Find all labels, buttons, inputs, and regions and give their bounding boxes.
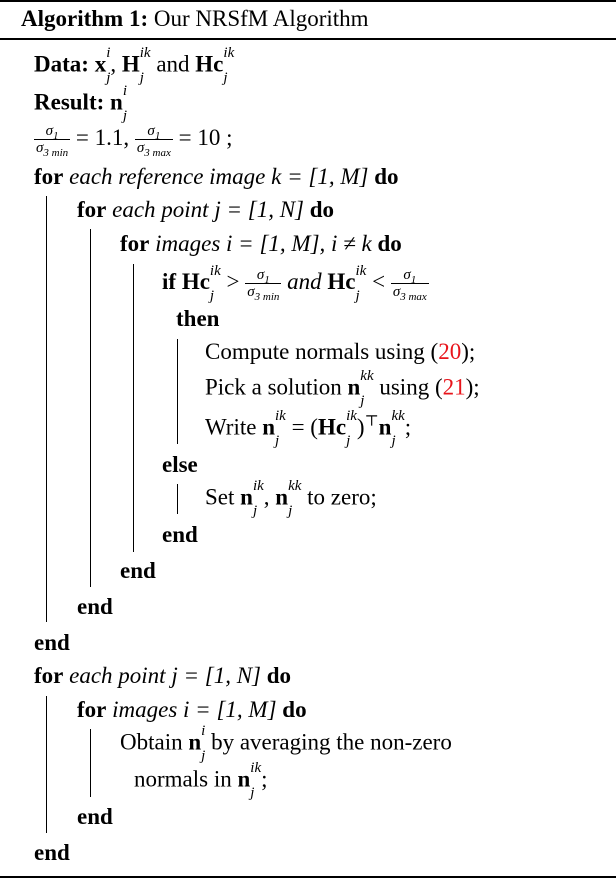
- pick-solution-line: Pick a solution n kk j using (21);: [205, 368, 480, 409]
- do-keyword: do: [377, 231, 402, 256]
- ratio-max-value: = 10 ;: [178, 124, 233, 150]
- block-bar-for-point: [90, 229, 91, 587]
- sigma-ratio-max: $\frac{\sigma_1}{\sigma_{3 max}}$: [392, 267, 427, 303]
- result-line: Result: n i j: [34, 83, 127, 124]
- caption-label: Algorithm 1:: [21, 6, 149, 31]
- each-point-text: each point: [112, 197, 209, 222]
- block-bar-for-point-2: [46, 696, 47, 833]
- for-reference-line: [34, 164, 398, 190]
- for-keyword: for: [120, 231, 150, 256]
- compute-normals-line: Compute normals using (20);: [205, 339, 476, 364]
- else-keyword: else: [162, 452, 198, 477]
- normals-in-line: normals in n ik j ;: [134, 760, 268, 801]
- for-keyword: for: [34, 164, 64, 189]
- and-word: and: [156, 51, 190, 77]
- data-line: Data: x i j , H ik j and Hc ik j: [34, 45, 235, 86]
- sigma-ratio-min: $\frac{\sigma_1}{\sigma_{3 min}}$: [36, 123, 69, 159]
- if-condition-line: if Hc ik j > $\frac{\sigma_1}{\sigma_{3 min}}$ and Hc ik j < $\frac{\sigma_1}{\sigma_{3 max}}$: [162, 262, 427, 304]
- data-keyword: Data:: [34, 51, 89, 77]
- if-keyword: if: [162, 268, 177, 294]
- block-bar-for-images-2: [90, 729, 91, 797]
- do-keyword: do: [374, 164, 399, 189]
- set-zero-line: Set n ik j , n kk j to zero;: [205, 478, 377, 519]
- block-bar-for-images: [133, 264, 134, 552]
- block-bar-then: [177, 339, 178, 444]
- k-range: k = [1, M]: [271, 164, 369, 189]
- sigma-thresholds-line: [34, 123, 233, 159]
- j-range: j = [1, N]: [214, 197, 304, 222]
- for-point-outer-line: for each point j = [1, N] do: [34, 663, 292, 688]
- caption-rule: [0, 38, 616, 40]
- for-images-line: [120, 231, 402, 257]
- bottom-rule: [0, 876, 616, 878]
- caption-title: Our NRSfM Algorithm: [153, 6, 369, 31]
- i-range-neq: i = [1, M], i ≠ k: [226, 231, 372, 256]
- end-if: end: [162, 522, 198, 547]
- x-bold-var: x: [94, 51, 107, 77]
- reference-link-21[interactable]: 21: [442, 374, 466, 400]
- sigma-ratio-min: $\frac{\sigma_1}{\sigma_{3 min}}$: [247, 267, 280, 303]
- H-bold-var: H: [121, 51, 140, 77]
- do-keyword: do: [309, 197, 335, 222]
- write-line: Write n ik j = (Hc ik j )⊤n kk j ;: [205, 408, 412, 449]
- end-for-reference: end: [34, 630, 70, 655]
- end-for-point-2: end: [34, 840, 70, 865]
- Hc-bold-var: Hc: [195, 51, 224, 77]
- end-for-images-2: end: [77, 804, 113, 829]
- result-keyword: Result:: [34, 89, 105, 115]
- reference-link-20[interactable]: 20: [438, 339, 462, 364]
- then-keyword: then: [176, 306, 220, 331]
- top-rule: [0, 0, 616, 2]
- sigma-ratio-max: $\frac{\sigma_1}{\sigma_{3 max}}$: [136, 123, 171, 159]
- for-images-inner-line: for images i = [1, M] do: [77, 697, 307, 722]
- for-point-line: [77, 197, 334, 223]
- end-for-images: end: [120, 558, 156, 583]
- images-text: images: [155, 231, 221, 256]
- block-bar-else: [177, 484, 178, 514]
- block-bar-for-reference: [46, 196, 47, 622]
- obtain-line: Obtain n i j by averaging the non-zero: [120, 723, 452, 764]
- algorithm-caption: [21, 6, 369, 32]
- end-for-point: end: [77, 594, 113, 619]
- for-keyword: for: [77, 197, 107, 222]
- each-reference-image-text: each reference image: [69, 164, 266, 189]
- ratio-min-value: = 1.1,: [75, 124, 130, 150]
- n-bold-var: n: [110, 89, 123, 115]
